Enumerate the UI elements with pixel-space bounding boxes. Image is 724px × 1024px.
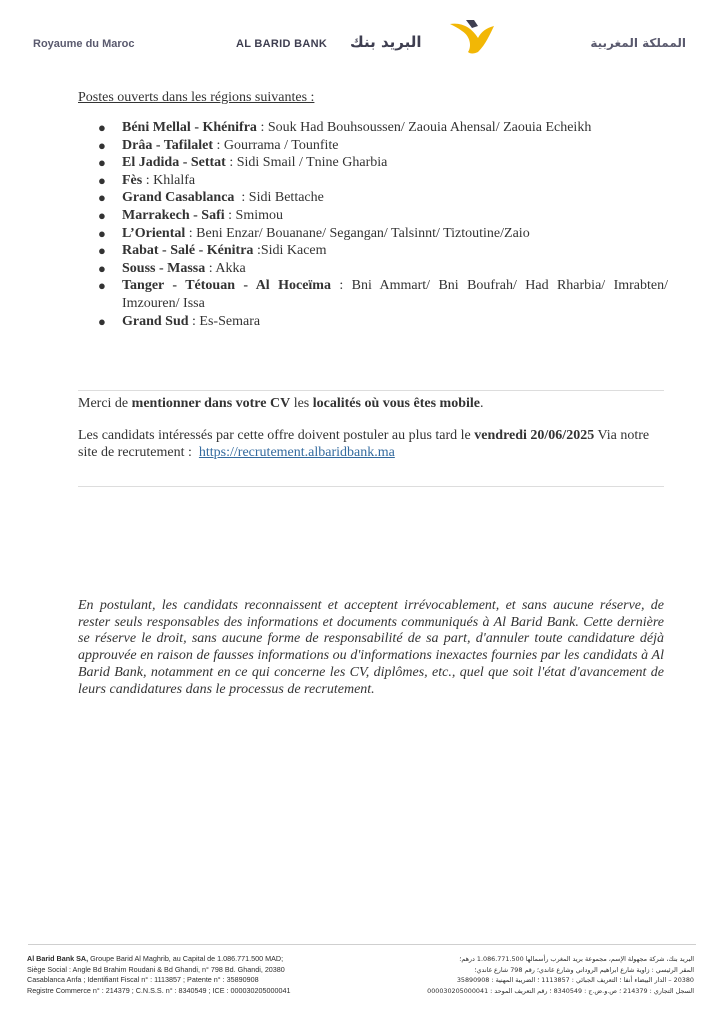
bullet-icon: ● — [98, 278, 106, 294]
bullet-icon: ● — [98, 243, 106, 259]
list-item — [78, 277, 668, 295]
region-name: Grand Casablanca — [122, 190, 235, 206]
deadline-text: Via notre site de recrutement : — [78, 428, 653, 460]
region-places: :Sidi Kacem — [253, 243, 327, 259]
region-name: L’Oriental — [122, 225, 186, 241]
footer-line: المقر الرئيسي : زاوية شارع ابراهيم الروداني وشارع غاندي؛ رقم 798 شارع غاندي؛ — [474, 965, 694, 974]
region-places: : Souk Had Bouhsoussen/ Zaouia Ahensal/ Zaouia Echeikh — [256, 120, 592, 135]
logo-bird-shape — [450, 24, 494, 54]
bullet-icon: ● — [98, 120, 106, 135]
list-item — [78, 242, 668, 260]
region-name: Grand Sud — [122, 313, 189, 329]
header-kingdom-fr: Royaume du Maroc — [33, 38, 135, 50]
mention-note — [78, 396, 483, 412]
footer-divider — [28, 944, 696, 945]
region-name: Béni Mellal - Khénifra — [122, 120, 257, 135]
regions-list — [78, 119, 668, 330]
region-name: Drâa - Tafilalet — [122, 137, 213, 153]
list-item — [78, 172, 668, 190]
region-name: Souss - Massa — [122, 260, 206, 276]
footer-legal-ar — [388, 954, 694, 996]
region-places: : Bni Ammart/ Bni Boufrah/ Had Rharbia/ Imrabten/ — [330, 278, 668, 294]
region-name: Marrakech - Safi — [122, 207, 225, 223]
list-item — [78, 313, 668, 331]
bullet-icon: ● — [98, 225, 106, 241]
mention-emphasis-localities: localités où vous êtes mobile — [312, 396, 480, 411]
list-item — [78, 137, 668, 155]
logo-bird-head — [466, 20, 478, 28]
header-bank-name-ar: البريد بنك — [350, 33, 422, 51]
list-item — [78, 207, 668, 225]
recruitment-site-link[interactable]: https://recrutement.albaridbank.ma — [198, 445, 395, 460]
footer-line — [27, 954, 290, 965]
region-places: : Smimou — [224, 207, 284, 223]
list-item-continuation — [78, 295, 668, 313]
list-item — [78, 189, 668, 207]
list-item — [78, 225, 668, 243]
region-name: El Jadida - Settat — [122, 155, 226, 171]
mention-text: . — [479, 396, 484, 411]
region-places: : Es-Semara — [188, 313, 261, 329]
disclaimer: En postulant, les candidats reconnaissent et acceptent irrévocablement, et sans aucune réserve, de rester seuls responsables des informations et documents communiqués à Al Barid Bank. Cette dernière se réserve le droit, sans aucune forme de responsabilité de sa part, d'annuler toute candidature déjà approuvée en raison de fausses informations ou d'informations inexactes fournies par les candidats à Al Barid Bank, notamment en ce qui concerne les CV, diplômes, etc., quel que soit l'état d'avancement de leurs candidatures dans le processus de recrutement. — [78, 598, 664, 697]
mention-emphasis-cv: mentionner dans votre CV — [131, 396, 291, 411]
region-places: : Gourrama / Tounfite — [213, 137, 339, 153]
bullet-icon: ● — [98, 313, 106, 329]
header-kingdom-ar: المملكة المغربية — [590, 36, 686, 50]
bullet-icon: ● — [98, 207, 106, 223]
region-name: Rabat - Salé - Kénitra — [122, 243, 254, 259]
bullet-icon: ● — [98, 172, 106, 188]
bullet-icon: ● — [98, 155, 106, 171]
region-name: Fès — [122, 172, 143, 188]
footer-line: Casablanca Anfa ; Identifiant Fiscal n° : 1113857 ; Patente n° : 35890908 — [27, 975, 259, 985]
region-name: Tanger - Tétouan - Al Hoceïma — [122, 278, 331, 294]
footer-text: Groupe Barid Al Maghrib, au Capital de 1.086.771.500 MAD; — [88, 954, 284, 963]
footer-legal-fr — [27, 954, 290, 996]
region-places: : Akka — [205, 260, 246, 276]
region-places: : Sidi Bettache — [234, 190, 324, 206]
deadline-text: Les candidats intéressés par cette offre doivent postuler au plus tard le — [78, 428, 475, 443]
divider-bottom — [78, 486, 664, 487]
regions-intro: Postes ouverts dans les régions suivantes : — [78, 90, 315, 105]
header-bank-name: AL BARID BANK — [236, 38, 328, 50]
region-places: : Sidi Smail / Tnine Gharbia — [225, 155, 388, 171]
region-places-continued: Imzouren/ Issa — [122, 295, 205, 311]
bullet-icon: ● — [98, 260, 106, 276]
list-item — [78, 154, 668, 172]
footer-line: السجل التجاري : 214379 ؛ ص.و.ض.ج : 8340549 ؛ رقم التعريف الموحد : 000030205000041 — [427, 986, 694, 995]
page-header — [0, 0, 724, 80]
footer-line: 20380 – الدار البيضاء أنفا ؛ التعريف الجبائي : 1113857 ؛ الضريبة المهنية : 35890908 — [456, 976, 694, 985]
bullet-icon: ● — [98, 190, 106, 206]
footer-line: Registre Commerce n° : 214379 ; C.N.S.S. n° : 8340549 ; ICE : 000030205000041 — [27, 985, 291, 995]
deadline-date: vendredi 20/06/2025 — [474, 428, 595, 443]
divider-top — [78, 390, 664, 391]
application-deadline — [78, 427, 668, 461]
footer-line: البريد بنك، شركة مجهولة الإسم، مجموعة بريد المغرب رأسمالها 1.086.771.500 درهم؛ — [459, 955, 694, 963]
mention-text: les — [290, 396, 313, 411]
footer-line: Siège Social : Angle Bd Brahim Roudani & Bd Ghandi, n° 798 Bd. Ghandi, 20380 — [27, 964, 285, 974]
list-item — [78, 119, 668, 137]
bullet-icon: ● — [98, 137, 106, 153]
region-places: : Khlalfa — [142, 172, 196, 188]
mention-text: Merci de — [78, 396, 132, 411]
list-item — [78, 260, 668, 278]
footer-company-name: Al Barid Bank SA, — [27, 954, 89, 963]
region-places: : Beni Enzar/ Bouanane/ Segangan/ Talsinnt/ Tiztoutine/Zaio — [185, 225, 530, 241]
al-barid-bank-logo — [448, 18, 496, 56]
